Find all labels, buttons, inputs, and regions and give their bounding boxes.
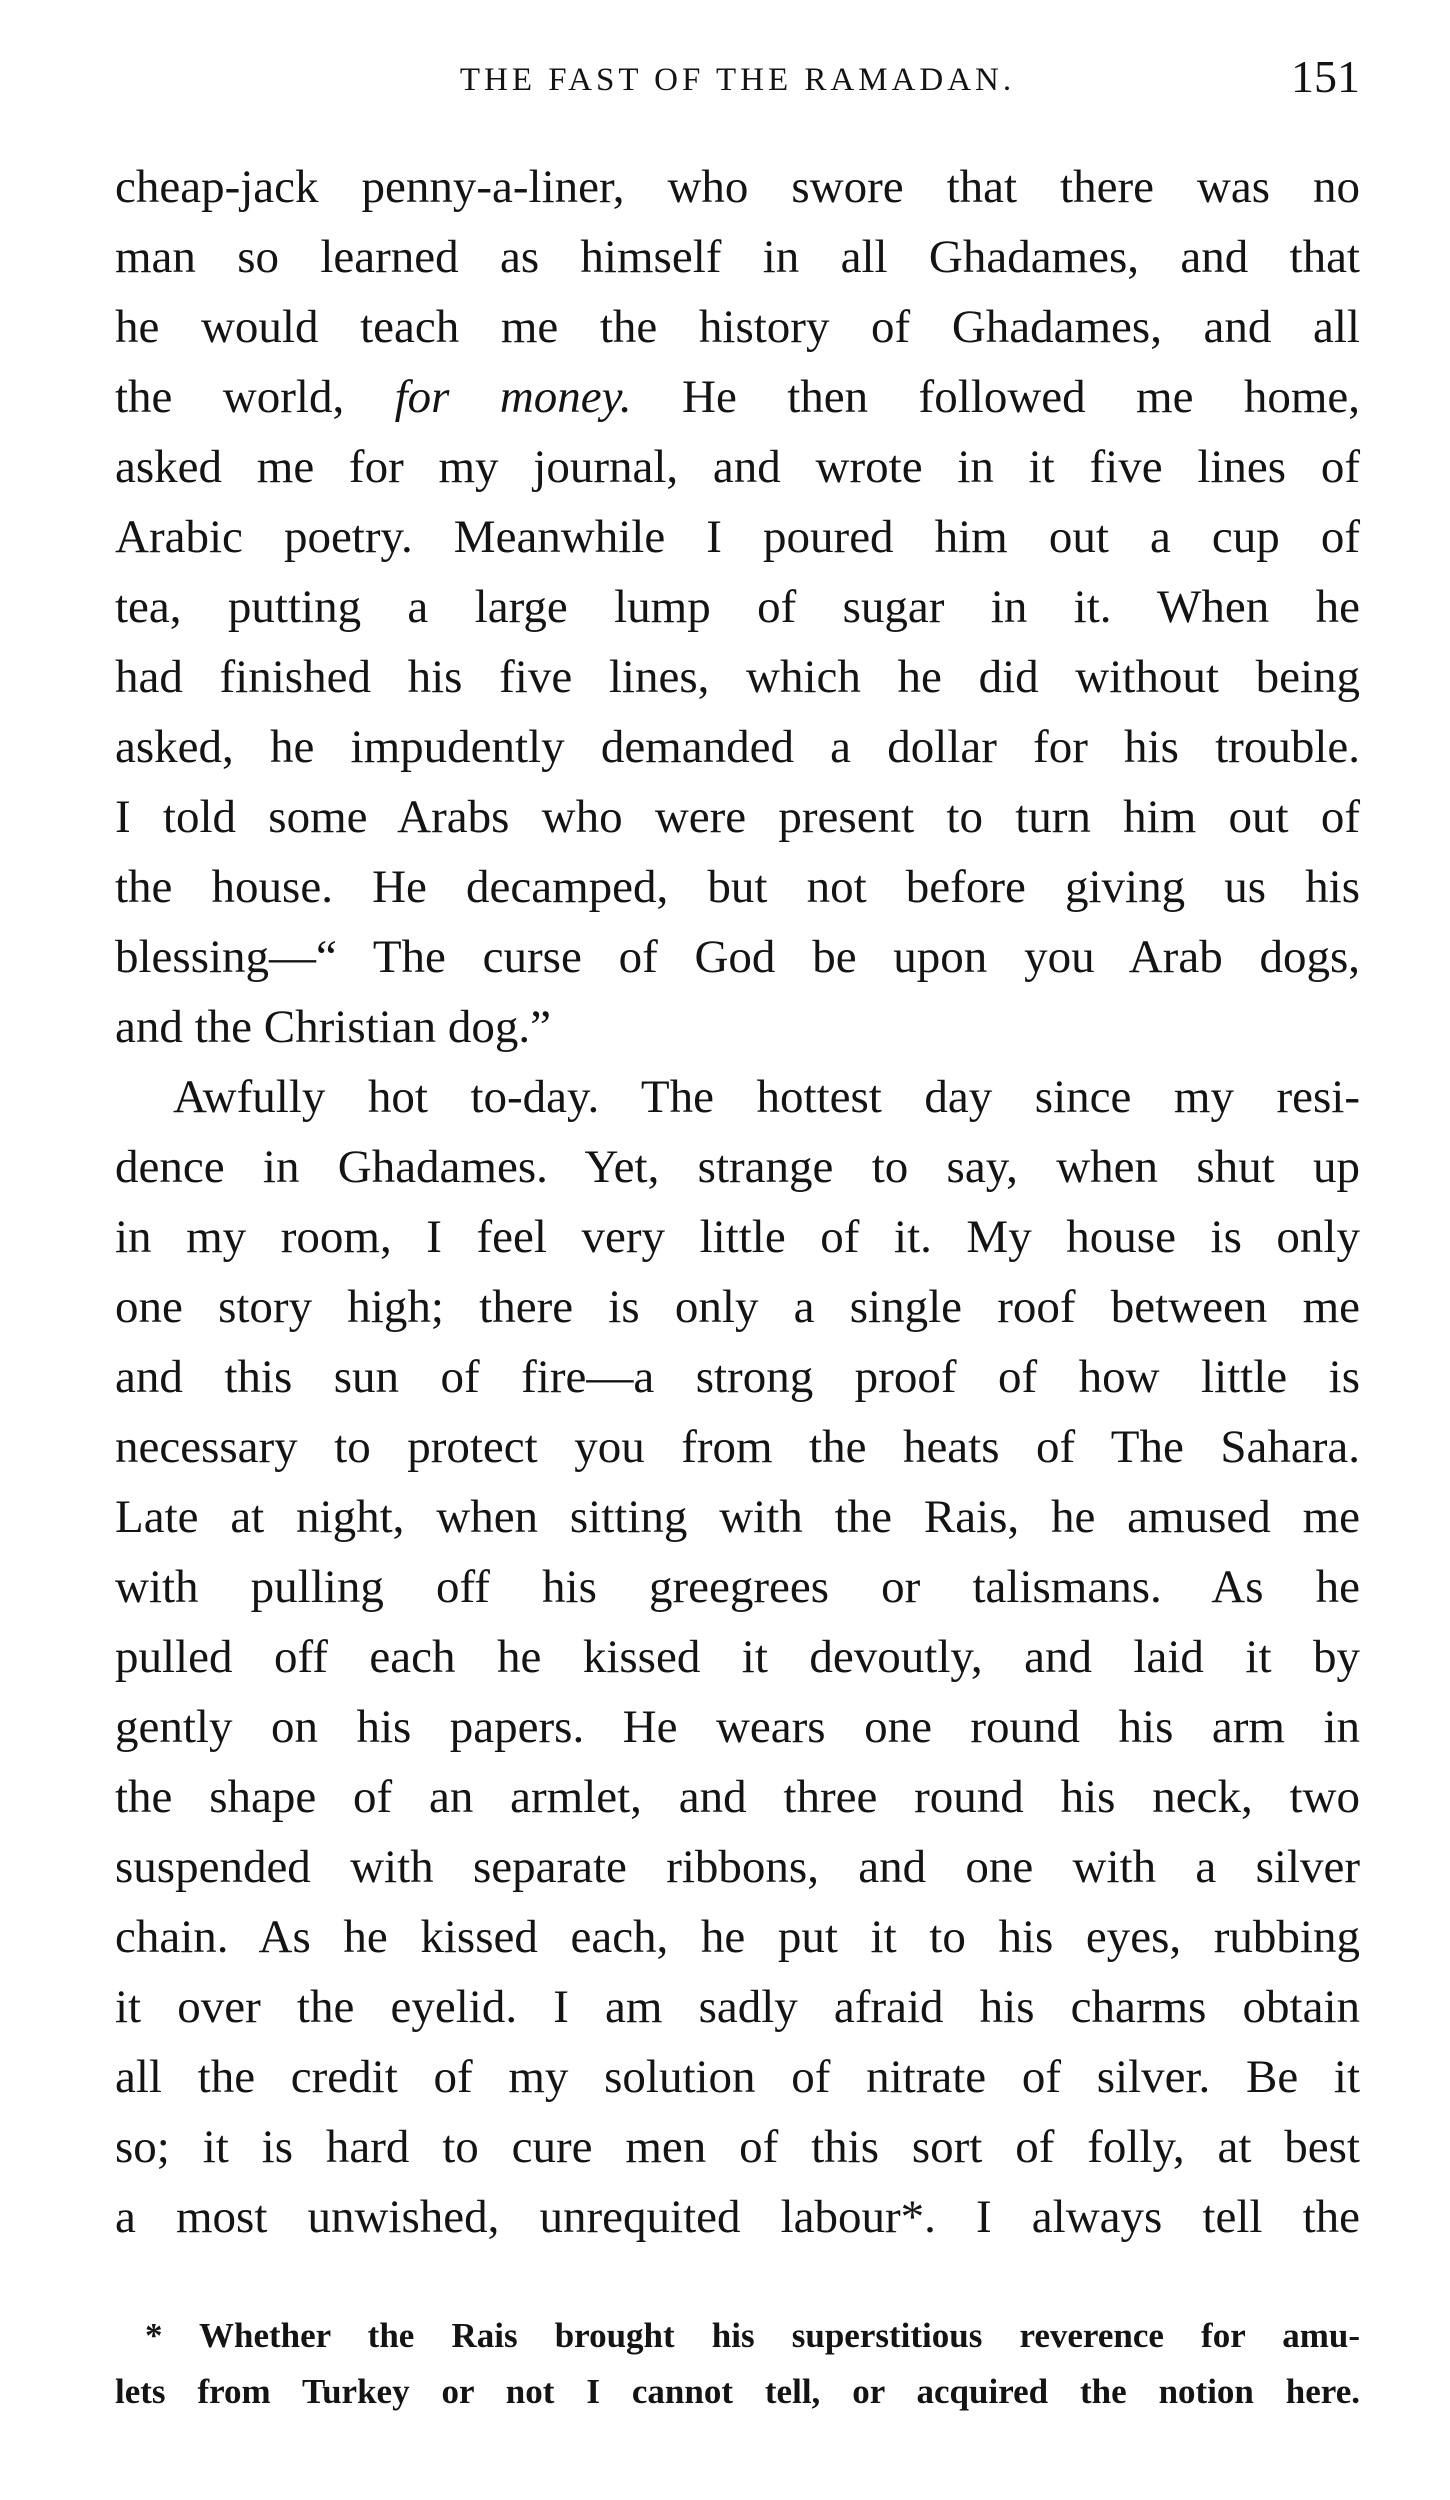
text-line: one story high; there is only a single roof between me [115,1281,1360,1333]
text-line: Late at night, when sitting with the Rais, he amused me [115,1491,1360,1543]
text-line: gently on his papers. He wears one round his arm in [115,1701,1360,1753]
footnote [115,2308,1360,2420]
italic-phrase: for money. [394,371,632,423]
text-line: blessing—“ The curse of God be upon you Arab dogs, [115,931,1360,983]
text-line: with pulling off his greegrees or talismans. As he [115,1561,1360,1613]
running-title: THE FAST OF THE RAMADAN. [459,62,1016,98]
text-line: tea, putting a large lump of sugar in it. When he [115,581,1360,633]
page-number: 151 [1291,51,1360,102]
footnote-line: lets from Turkey or not I cannot tell, or acquired the notion here. [115,2372,1360,2411]
text-line: and this sun of fire—a strong proof of how little is [115,1351,1360,1403]
text-segment: He then followed me home, [631,371,1360,423]
text-line: the house. He decamped, but not before giving us his [115,861,1360,913]
text-line: and the Christian dog.” [115,1001,551,1053]
text-line: pulled off each he kissed it devoutly, and laid it by [115,1631,1360,1683]
text-line: it over the eyelid. I am sadly afraid his charms obtain [115,1981,1360,2033]
text-line: dence in Ghadames. Yet, strange to say, when shut up [115,1141,1360,1193]
text-line: I told some Arabs who were present to turn him out of [115,791,1360,843]
body-text [115,152,1360,2252]
text-line: he would teach me the history of Ghadames, and all [115,301,1360,353]
running-head [115,50,1360,120]
text-line: all the credit of my solution of nitrate of silver. Be it [115,2051,1360,2103]
text-line: suspended with separate ribbons, and one with a silver [115,1841,1360,1893]
text-line: in my room, I feel very little of it. My house is only [115,1211,1360,1263]
text-line: a most unwished, unrequited labour*. I always tell the [115,2191,1360,2243]
text-line: had finished his five lines, which he did without being [115,651,1360,703]
text-line [115,362,1360,432]
text-line: so; it is hard to cure men of this sort of folly, at best [115,2121,1360,2173]
text-line: asked me for my journal, and wrote in it five lines of [115,441,1360,493]
text-line: Arabic poetry. Meanwhile I poured him out a cup of [115,511,1360,563]
text-line: man so learned as himself in all Ghadames, and that [115,231,1360,283]
text-segment: the world, [115,371,395,423]
text-line: cheap-jack penny-a-liner, who swore that there was no [115,161,1360,213]
text-line: Awfully hot to-day. The hottest day since my resi- [173,1071,1360,1123]
text-line: chain. As he kissed each, he put it to his eyes, rubbing [115,1911,1360,1963]
footnote-line: * Whether the Rais brought his superstitious reverence for amu- [145,2316,1360,2355]
text-line: asked, he impudently demanded a dollar for his trouble. [115,721,1360,773]
text-line: necessary to protect you from the heats of The Sahara. [115,1421,1360,1473]
text-line: the shape of an armlet, and three round his neck, two [115,1771,1360,1823]
